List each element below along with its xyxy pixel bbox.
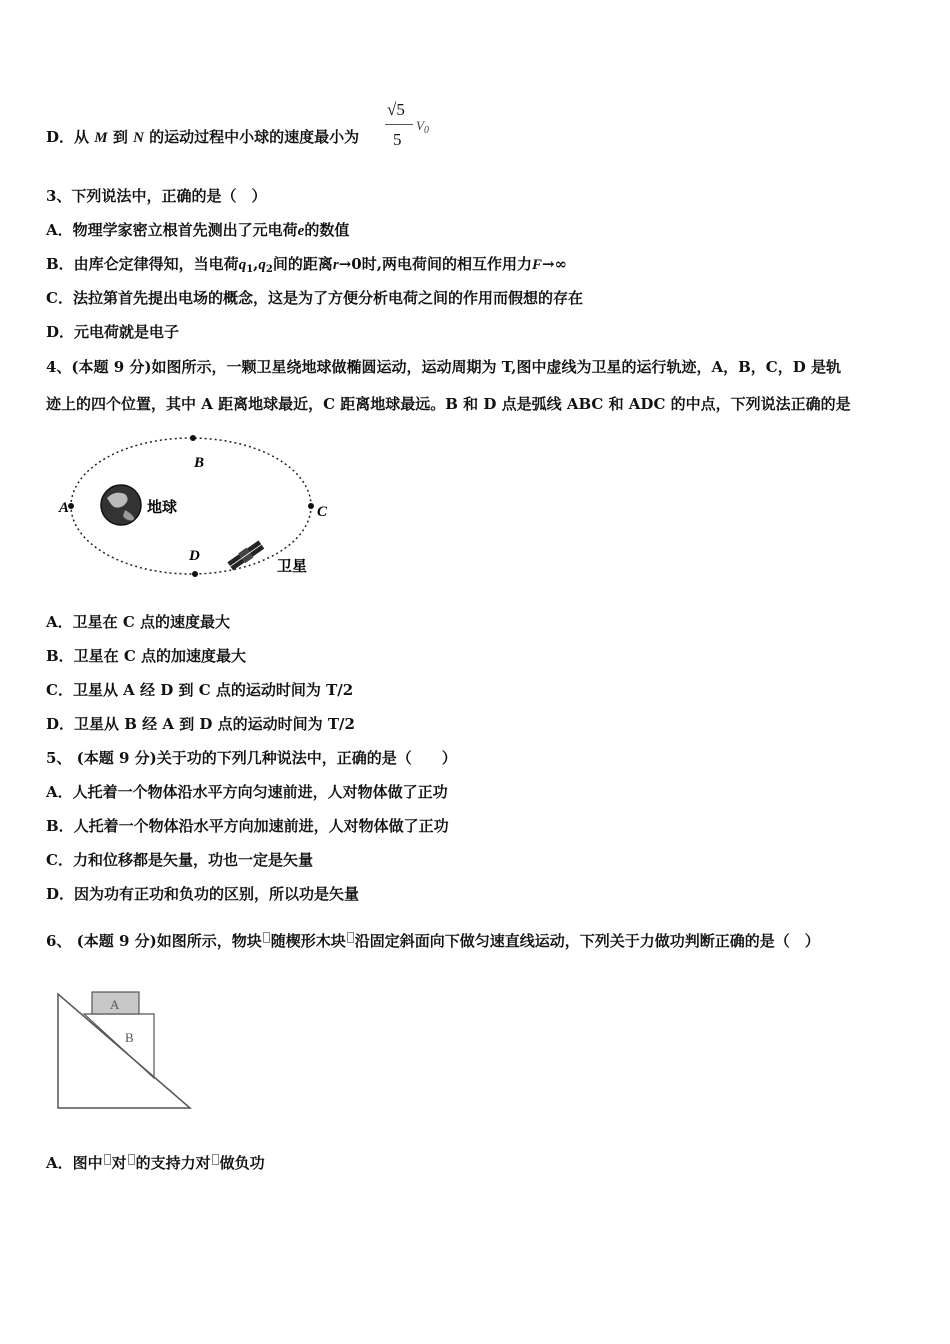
q4-option-d: D．卫星从 B 经 A 到 D 点的运动时间为 T/2	[46, 715, 355, 733]
satellite-label: 卫星	[277, 559, 308, 575]
earth-icon	[101, 485, 141, 525]
label-d: D	[189, 548, 200, 564]
q4-option-b: B．卫星在 C 点的加速度最大	[46, 647, 247, 665]
wedge-block-figure	[52, 986, 197, 1114]
missing-glyph-box	[212, 1154, 219, 1165]
point-c-dot	[308, 503, 314, 509]
q3-stem: 3、下列说法中，正确的是（ ）	[46, 187, 267, 205]
q5-option-c: C．力和位移都是矢量，功也一定是矢量	[46, 851, 313, 869]
point-d-dot	[192, 571, 198, 577]
point-b-dot	[190, 435, 196, 441]
fraction-sqrt5-over-5: √5 5 $V_0$	[387, 100, 429, 149]
q4-stem-line1: 4、(本题 9 分)如图所示，一颗卫星绕地球做椭圆运动，运动周期为 T,图中虚线为卫星的运行轨迹，A，B，C，D 是轨	[46, 358, 841, 376]
q4-option-a: A．卫星在 C 点的速度最大	[46, 613, 231, 631]
label-b: B	[194, 455, 205, 471]
wedge-b-label: B	[125, 1030, 134, 1045]
var-M: M	[94, 130, 108, 146]
q5-option-b: B．人托着一个物体沿水平方向加速前进，人对物体做了正功	[46, 817, 449, 835]
q4-option-c: C．卫星从 A 经 D 到 C 点的运动时间为 T/2	[46, 681, 354, 699]
missing-glyph-box	[263, 932, 270, 943]
var-N: N	[133, 130, 144, 146]
q6-option-a: A．图中 对 的支持力对 做负功	[46, 1154, 265, 1172]
missing-glyph-box	[347, 932, 354, 943]
q3-option-b: B．由库仑定律得知，当电荷$q_1,q_2$间的距离r→0时,两电荷间的相互作用力F→∞	[46, 255, 568, 275]
q6-stem: 6、 (本题 9 分)如图所示，物块 随楔形木块 沿固定斜面向下做匀速直线运动，下列关于力做功判断正确的是（ ）	[46, 932, 820, 950]
q2-option-d: D．从 M 到 N 的运动过程中小球的速度最小为	[46, 128, 360, 146]
label-a: A	[59, 500, 70, 516]
satellite-icon	[227, 540, 265, 572]
label-c: C	[317, 504, 328, 520]
wedge-b	[84, 1014, 154, 1078]
q4-stem-line2: 迹上的四个位置，其中 A 距离地球最近，C 距离地球最远。B 和 D 点是弧线 ABC 和 ADC 的中点，下列说法正确的是	[46, 395, 851, 413]
q5-option-d: D．因为功有正功和负功的区别，所以功是矢量	[46, 885, 360, 903]
missing-glyph-box	[104, 1154, 111, 1165]
q3-option-c: C．法拉第首先提出电场的概念，这是为了方便分析电荷之间的作用而假想的存在	[46, 289, 583, 307]
block-a-label: A	[110, 997, 120, 1012]
q5-stem: 5、 (本题 9 分)关于功的下列几种说法中，正确的是（ ）	[46, 749, 457, 767]
q5-option-a: A．人托着一个物体沿水平方向匀速前进，人对物体做了正功	[46, 783, 448, 801]
earth-label: 地球	[147, 500, 178, 516]
satellite-orbit-figure	[55, 428, 345, 588]
missing-glyph-box	[128, 1154, 135, 1165]
q3-option-a: A．物理学家密立根首先测出了元电荷e的数值	[46, 221, 350, 239]
q3-option-d: D．元电荷就是电子	[46, 323, 180, 341]
